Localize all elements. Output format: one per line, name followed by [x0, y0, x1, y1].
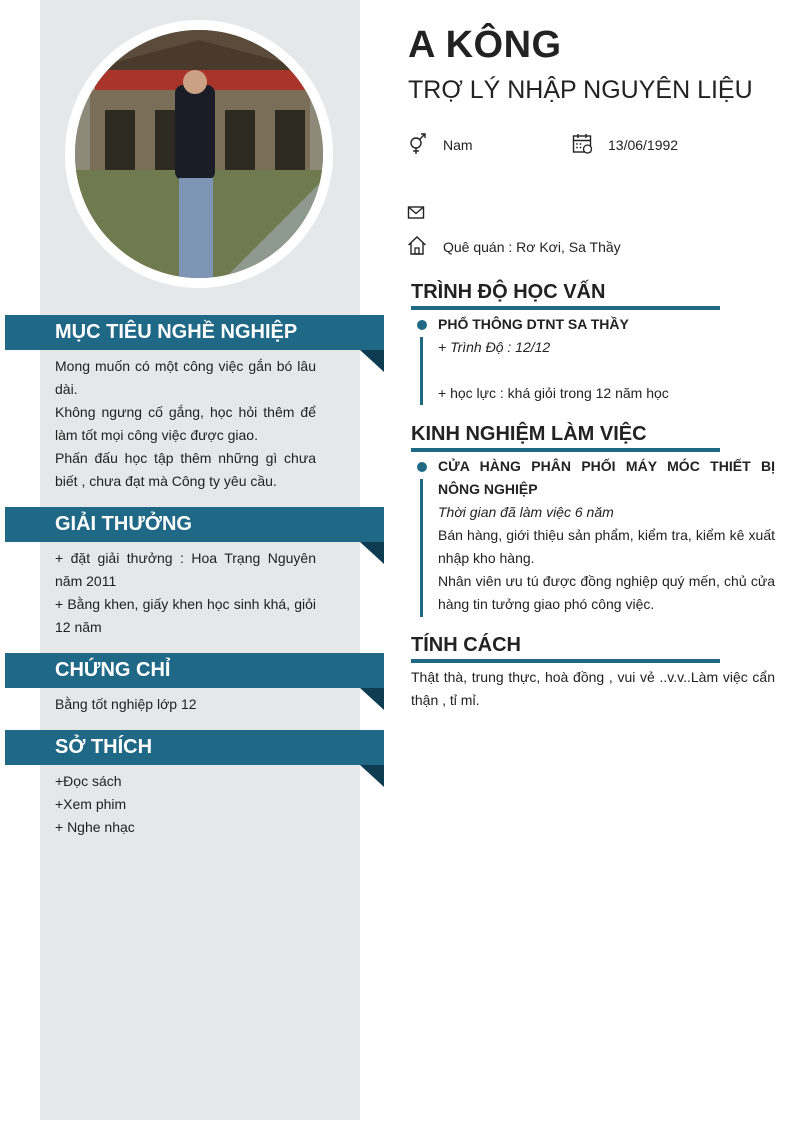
- objective-heading: MỤC TIÊU NGHỀ NGHIỆP: [5, 315, 384, 350]
- spacer: [438, 359, 775, 382]
- ribbon-fold: [360, 350, 384, 372]
- timeline-line: [420, 337, 423, 405]
- hobby-line: +Đọc sách: [55, 773, 122, 789]
- education-result: + học lực : khá giỏi trong 12 năm học: [438, 385, 669, 401]
- ribbon-fold: [360, 688, 384, 710]
- timeline-dot: [417, 320, 427, 330]
- hometown-value: Quê quán : Rơ Kơi, Sa Thầy: [443, 239, 621, 255]
- candidate-name: A KÔNG: [408, 24, 562, 66]
- objective-section: [55, 355, 316, 493]
- education-heading: TRÌNH ĐỘ HỌC VẤN: [411, 279, 720, 310]
- award-line: + Bằng khen, giấy khen học sinh khá, giỏi 12 năm: [55, 596, 316, 635]
- job-title: TRỢ LÝ NHẬP NGUYÊN LIỆU: [408, 76, 753, 104]
- school-name: PHỔ THÔNG DTNT SA THẦY: [438, 316, 629, 332]
- birthdate-value: 13/06/1992: [608, 137, 679, 153]
- avatar-frame: [65, 20, 333, 288]
- certificates-section: [55, 693, 316, 716]
- personality-heading: TÍNH CÁCH: [411, 632, 720, 663]
- personality-text: Thật thà, trung thực, hoà đồng , vui vẻ ..v.v..Làm việc cẩn thận , tỉ mỉ.: [411, 669, 775, 708]
- hobbies-section: [55, 770, 316, 839]
- objective-line: Mong muốn có một công việc gắn bó lâu dài.: [55, 358, 316, 397]
- objective-line: Không ngưng cố gắng, học hỏi thêm để làm tốt mọi công việc được giao.: [55, 404, 316, 443]
- ribbon-fold: [360, 542, 384, 564]
- mail-icon: [407, 202, 429, 224]
- hobby-line: + Nghe nhạc: [55, 819, 135, 835]
- gender-icon: [407, 133, 429, 155]
- award-line: + đặt giải thưởng : Hoa Trạng Nguyên năm 2011: [55, 550, 316, 589]
- calendar-icon: [572, 133, 594, 155]
- hobby-line: +Xem phim: [55, 796, 127, 812]
- avatar: [75, 30, 323, 278]
- objective-line: Phấn đấu học tập thêm những gì chưa biết , chưa đạt mà Công ty yêu cầu.: [55, 450, 316, 489]
- work-duration: Thời gian đã làm việc 6 năm: [438, 504, 614, 520]
- ribbon-fold: [360, 765, 384, 787]
- home-icon: [407, 235, 429, 257]
- education-entry: [438, 313, 775, 405]
- awards-section: [55, 547, 316, 639]
- hobbies-heading: SỞ THÍCH: [5, 730, 384, 765]
- timeline-dot: [417, 462, 427, 472]
- awards-heading: GIẢI THƯỞNG: [5, 507, 384, 542]
- gender-value: Nam: [443, 137, 473, 153]
- certificates-heading: CHỨNG CHỈ: [5, 653, 384, 688]
- education-level: + Trình Độ : 12/12: [438, 339, 551, 355]
- experience-line: Nhân viên ưu tú được đồng nghiệp quý mến, chủ cửa hàng tin tưởng giao phó công việc.: [438, 573, 775, 612]
- experience-line: Bán hàng, giới thiệu sản phẩm, kiểm tra, kiểm kê xuất nhập kho hàng.: [438, 527, 775, 566]
- experience-entry: [438, 455, 775, 616]
- company-name: CỬA HÀNG PHÂN PHỐI MÁY MÓC THIẾT BỊ NÔNG NGHIỆP: [438, 458, 775, 497]
- certificate-line: Bằng tốt nghiệp lớp 12: [55, 696, 197, 712]
- experience-heading: KINH NGHIỆM LÀM VIỆC: [411, 421, 720, 452]
- timeline-line: [420, 479, 423, 617]
